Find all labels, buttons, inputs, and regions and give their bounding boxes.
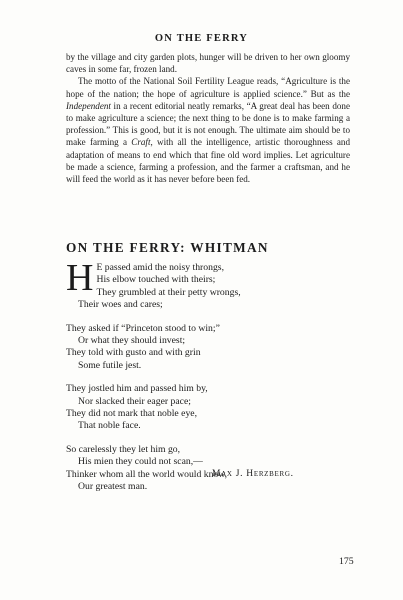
- essay-paragraph-2: [66, 75, 350, 185]
- poem-stanza-2: [66, 323, 356, 373]
- poem-line: Our greatest man.: [78, 481, 148, 493]
- poem-stanza-1: [66, 257, 356, 312]
- poem-line: They did not mark that noble eye,: [66, 408, 198, 420]
- essay-text-segment: The motto of the National Soil Fertility League reads, “Agriculture is the hope of the nation; the hope of agriculture is applied science.” But as the: [66, 76, 350, 99]
- poem-line: Nor slacked their eager pace;: [78, 395, 191, 407]
- poem-line: They told with gusto and with grin: [66, 347, 201, 359]
- essay-paragraph-1: by the village and city garden plots, hunger will be driven to her own gloomy caves in some far, frozen land.: [66, 52, 350, 75]
- poem-line: E passed amid the noisy throngs,: [96, 262, 224, 273]
- poem-title: ON THE FERRY: WHITMAN: [66, 240, 269, 255]
- running-head: ON THE FERRY: [154, 33, 249, 44]
- poem-line: His elbow touched with theirs;: [96, 274, 216, 286]
- poem-line: So carelessly they let him go,: [66, 443, 181, 455]
- poem-line: They jostled him and passed him by,: [66, 383, 208, 395]
- poem-line: Thinker whom all the world would know,: [66, 468, 228, 480]
- craft-italic: Craft: [131, 137, 151, 148]
- drop-cap: H: [66, 257, 94, 299]
- essay-text: [66, 51, 350, 185]
- poem-line: Some futile jest.: [78, 359, 142, 371]
- poem-line: They asked if “Princeton stood to win;”: [66, 322, 220, 334]
- page-number: 175: [339, 556, 354, 567]
- poem-line: They grumbled at their petty wrongs,: [96, 286, 241, 298]
- journal-title-italic: Independent: [66, 100, 111, 111]
- poem-line: Their woes and cares;: [78, 299, 163, 311]
- essay-text-segment: in a recent editorial neatly remarks, “A great deal has been done to make agriculture a science; the next thing to be done is to make farming a profession.” This is good, but it is not enough. The ultimate aim should be to make farming a: [66, 100, 350, 148]
- poem-stanza-3: [66, 383, 356, 433]
- poem-line: Or what they should invest;: [78, 335, 186, 347]
- poem-line: His mien they could not scan,—: [78, 456, 203, 468]
- essay-text-segment: , with all the intelligence, artistic thoroughness and adaptation of means to end which that fine old word implies. Let agriculture be made a science, farming a profession, and the farmer a craftsman, and he will feed the world as it has never before been fed.: [66, 137, 350, 185]
- author-signature: Max J. Herzberg.: [212, 469, 294, 479]
- poem-line: That noble face.: [78, 420, 141, 432]
